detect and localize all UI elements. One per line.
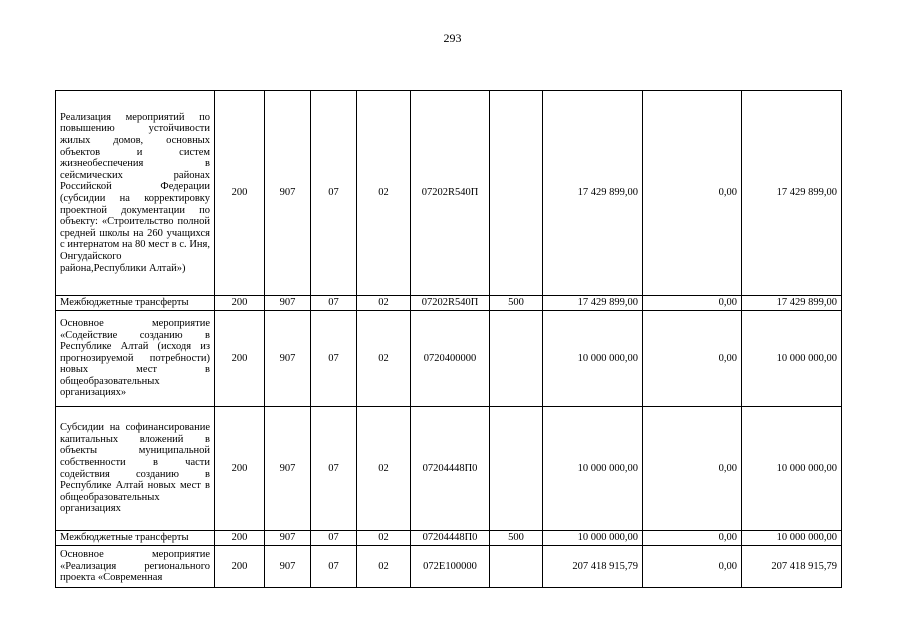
cell-total: 10 000 000,00 bbox=[742, 407, 842, 531]
cell-change: 0,00 bbox=[643, 91, 742, 296]
cell-sum: 10 000 000,00 bbox=[543, 311, 643, 407]
cell-total: 17 429 899,00 bbox=[742, 296, 842, 311]
cell-sum: 207 418 915,79 bbox=[543, 546, 643, 588]
cell-ved: 907 bbox=[265, 311, 311, 407]
cell-pr: 02 bbox=[357, 407, 411, 531]
row-name: Основное мероприятие «Содействие созданию в Республике Алтай (исходя из прогнозируемой потребности) новых мест в общеобразовательных организациях» bbox=[56, 311, 215, 407]
cell-gr: 200 bbox=[215, 531, 265, 546]
cell-vr: 500 bbox=[490, 296, 543, 311]
cell-total: 10 000 000,00 bbox=[742, 311, 842, 407]
cell-csr: 07202R540П bbox=[411, 91, 490, 296]
cell-vr bbox=[490, 546, 543, 588]
cell-csr: 07204448П0 bbox=[411, 407, 490, 531]
table-row bbox=[56, 91, 842, 296]
cell-change: 0,00 bbox=[643, 546, 742, 588]
cell-sum: 10 000 000,00 bbox=[543, 531, 643, 546]
cell-sum: 10 000 000,00 bbox=[543, 407, 643, 531]
cell-ved: 907 bbox=[265, 407, 311, 531]
cell-vr bbox=[490, 311, 543, 407]
cell-ved: 907 bbox=[265, 296, 311, 311]
cell-total: 17 429 899,00 bbox=[742, 91, 842, 296]
cell-gr: 200 bbox=[215, 91, 265, 296]
cell-pr: 02 bbox=[357, 91, 411, 296]
cell-ved: 907 bbox=[265, 91, 311, 296]
cell-sum: 17 429 899,00 bbox=[543, 91, 643, 296]
cell-rz: 07 bbox=[311, 311, 357, 407]
cell-sum: 17 429 899,00 bbox=[543, 296, 643, 311]
table-row bbox=[56, 531, 842, 546]
cell-rz: 07 bbox=[311, 407, 357, 531]
budget-table bbox=[55, 90, 842, 588]
row-name: Реализация мероприятий по повышению устойчивости жилых домов, основных объектов и систем жизнеобеспечения в сейсмических районах Российской Федерации (субсидии на корректировку проектной документации по объекту: «Строительство полной средней школы на 260 учащихся с интернатом на 80 мест в с. Иня, Онгудайского района,Республики Алтай») bbox=[56, 91, 215, 296]
cell-rz: 07 bbox=[311, 546, 357, 588]
cell-pr: 02 bbox=[357, 311, 411, 407]
cell-change: 0,00 bbox=[643, 531, 742, 546]
cell-change: 0,00 bbox=[643, 407, 742, 531]
cell-gr: 200 bbox=[215, 407, 265, 531]
cell-rz: 07 bbox=[311, 296, 357, 311]
cell-pr: 02 bbox=[357, 546, 411, 588]
row-name: Субсидии на софинансирование капитальных вложений в объекты муниципальной собственности в части содействия созданию в Республике Алтай новых мест в общеобразовательных организациях bbox=[56, 407, 215, 531]
cell-gr: 200 bbox=[215, 546, 265, 588]
cell-csr: 07204448П0 bbox=[411, 531, 490, 546]
row-name: Основное мероприятие «Реализация регионального проекта «Современная bbox=[56, 546, 215, 588]
cell-rz: 07 bbox=[311, 91, 357, 296]
cell-vr bbox=[490, 407, 543, 531]
cell-csr: 0720400000 bbox=[411, 311, 490, 407]
cell-pr: 02 bbox=[357, 296, 411, 311]
table-row bbox=[56, 407, 842, 531]
table-row bbox=[56, 546, 842, 588]
cell-gr: 200 bbox=[215, 296, 265, 311]
cell-ved: 907 bbox=[265, 546, 311, 588]
cell-total: 207 418 915,79 bbox=[742, 546, 842, 588]
cell-vr: 500 bbox=[490, 531, 543, 546]
cell-change: 0,00 bbox=[643, 296, 742, 311]
cell-csr: 07202R540П bbox=[411, 296, 490, 311]
row-name: Межбюджетные трансферты bbox=[56, 296, 215, 311]
page-number: 293 bbox=[443, 31, 462, 45]
cell-total: 10 000 000,00 bbox=[742, 531, 842, 546]
table-row bbox=[56, 296, 842, 311]
cell-pr: 02 bbox=[357, 531, 411, 546]
row-name: Межбюджетные трансферты bbox=[56, 531, 215, 546]
cell-change: 0,00 bbox=[643, 311, 742, 407]
cell-ved: 907 bbox=[265, 531, 311, 546]
cell-gr: 200 bbox=[215, 311, 265, 407]
cell-vr bbox=[490, 91, 543, 296]
cell-csr: 072E100000 bbox=[411, 546, 490, 588]
cell-rz: 07 bbox=[311, 531, 357, 546]
table-row bbox=[56, 311, 842, 407]
